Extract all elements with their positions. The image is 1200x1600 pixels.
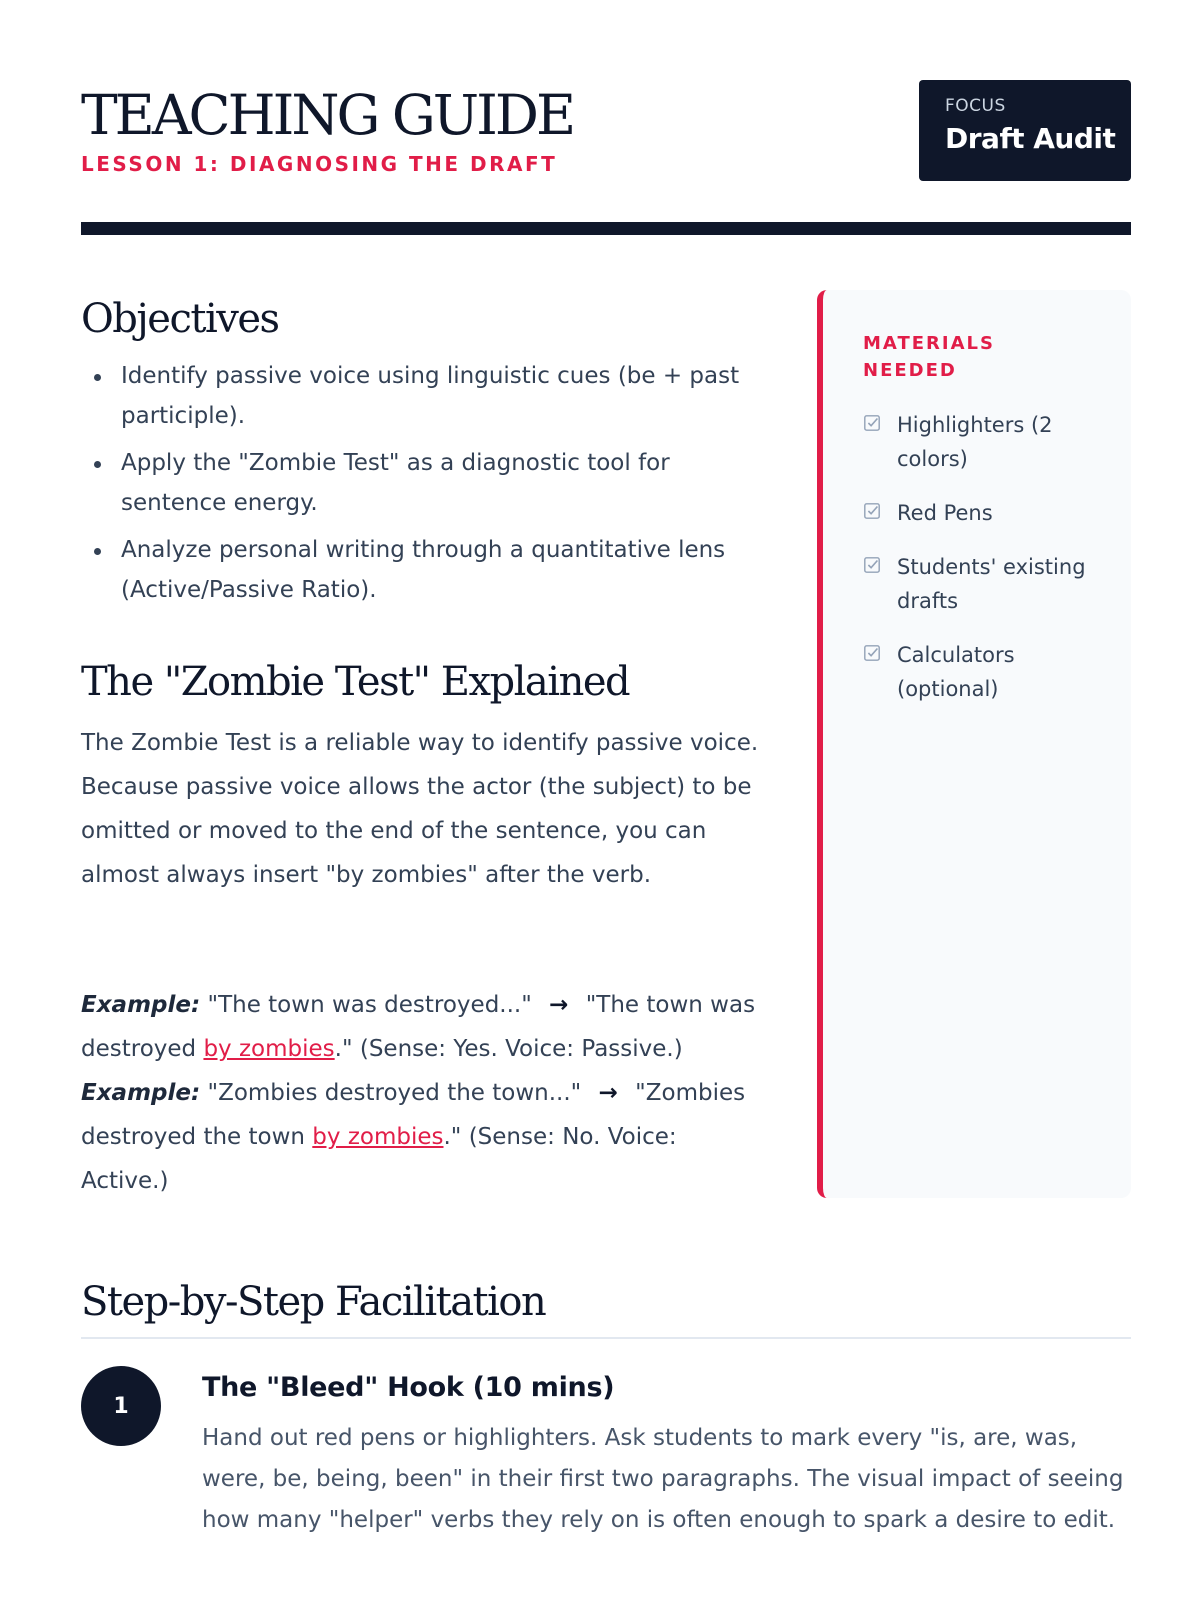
objective-item: Identify passive voice using linguistic cues (be + past participle). (81, 356, 761, 436)
materials-heading: MATERIALS NEEDED (863, 333, 995, 381)
checkbox-icon (863, 502, 881, 520)
material-item (863, 638, 1113, 706)
examples-block (81, 983, 771, 1203)
material-item (863, 408, 1113, 476)
example-after-start: "The town was destroyed (81, 992, 756, 1062)
example-after-end: ." (Sense: Yes. Voice: Passive.) (334, 1036, 683, 1062)
zombie-highlight: by zombies (203, 1036, 335, 1062)
checkbox-icon (863, 556, 881, 574)
example-active (81, 1071, 771, 1203)
material-label: Highlighters (2 colors) (897, 413, 1053, 471)
lesson-subtitle: LESSON 1: DIAGNOSING THE DRAFT (81, 152, 558, 176)
example-before: "The town was destroyed..." (207, 992, 532, 1018)
step-number-badge: 1 (81, 1366, 161, 1446)
example-after-start: "Zombies destroyed the town (81, 1080, 746, 1150)
objective-item: Analyze personal writing through a quantitative lens (Active/Passive Ratio). (81, 530, 761, 610)
arrow-right-icon: → (549, 992, 569, 1018)
material-item (863, 550, 1113, 618)
arrow-right-icon: → (598, 1080, 618, 1106)
steps-heading: Step-by-Step Facilitation (81, 1279, 546, 1325)
zombie-test-explanation: The Zombie Test is a reliable way to identify passive voice. Because passive voice allows the actor (the subject) to be omitted or moved to the end of the sentence, you can almost always insert "by zombies" after the verb. (81, 730, 759, 888)
focus-badge (919, 80, 1131, 181)
example-before: "Zombies destroyed the town..." (207, 1080, 582, 1106)
example-label: Example: (81, 992, 201, 1018)
steps-divider (81, 1337, 1131, 1339)
checkbox-icon (863, 414, 881, 432)
checkbox-icon (863, 644, 881, 662)
example-passive (81, 983, 771, 1071)
materials-list (863, 408, 1113, 726)
page-title: TEACHING GUIDE (81, 83, 574, 147)
step-heading: The "Bleed" Hook (10 mins) (202, 1372, 615, 1403)
example-after-end: ." (Sense: No. Voice: Active.) (81, 1124, 677, 1194)
material-label: Calculators (optional) (897, 643, 1015, 701)
header-divider (81, 222, 1131, 235)
example-label: Example: (81, 1080, 201, 1106)
zombie-highlight: by zombies (312, 1124, 444, 1150)
zombie-test-heading: The "Zombie Test" Explained (81, 659, 630, 705)
material-label: Students' existing drafts (897, 555, 1086, 613)
material-label: Red Pens (897, 501, 993, 525)
step-body: Hand out red pens or highlighters. Ask students to mark every "is, are, was, were, be, being, been" in their first two paragraphs. The visual impact of seeing how many "helper" verbs they rely on is often enough to spark a desire to edit. (202, 1425, 1124, 1533)
material-item (863, 496, 1113, 530)
focus-label: FOCUS (945, 96, 1006, 116)
focus-value: Draft Audit (945, 122, 1116, 155)
materials-sidebar (817, 290, 1131, 1198)
objective-item: Apply the "Zombie Test" as a diagnostic tool for sentence energy. (81, 443, 761, 523)
objectives-heading: Objectives (81, 296, 279, 342)
objectives-list (81, 356, 761, 617)
page-header (81, 80, 1131, 180)
